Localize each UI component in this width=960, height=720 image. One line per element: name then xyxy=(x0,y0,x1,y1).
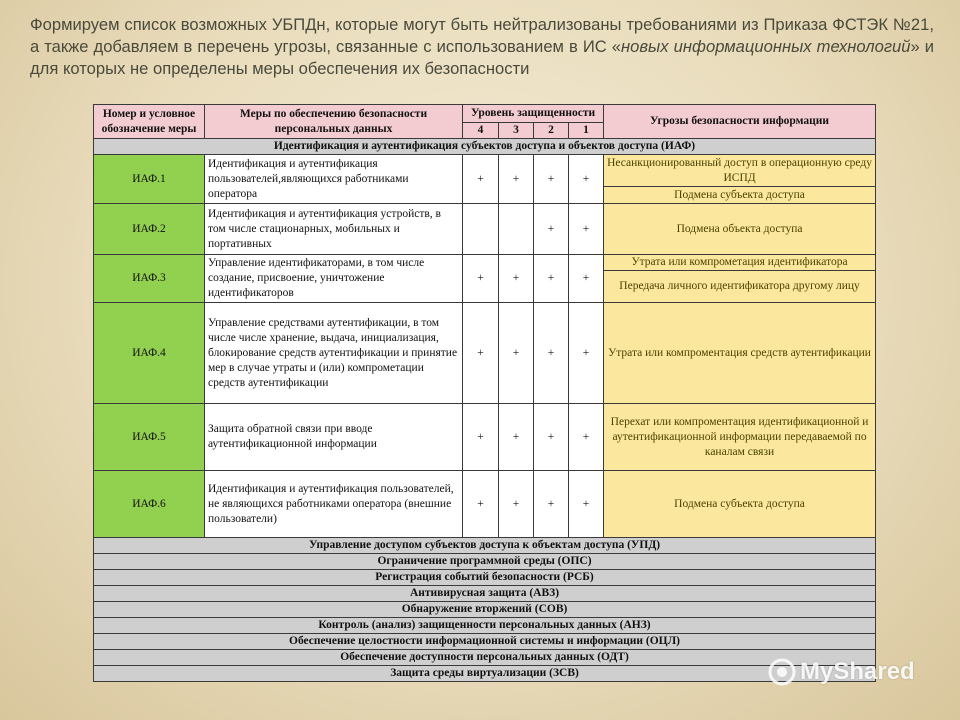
header-threats: Угрозы безопасности информации xyxy=(604,105,876,139)
watermark-text: MyShared xyxy=(800,658,915,685)
threat-cell: Перехат или компроментация идентификационной и аутентификационной информации передаваемой по каналам связи xyxy=(604,404,876,471)
section-iaf: Идентификация и аутентификация субъектов доступа и объектов доступа (ИАФ) xyxy=(94,139,876,155)
table-row xyxy=(94,204,876,255)
mark-level-3: + xyxy=(499,255,534,303)
table-row xyxy=(94,471,876,538)
myshared-watermark xyxy=(768,658,915,686)
section-upd: Управление доступом субъектов доступа к объектам доступа (УПД) xyxy=(94,538,876,554)
mark-level-1: + xyxy=(569,255,604,303)
measure-code: ИАФ.2 xyxy=(94,204,205,255)
mark-level-3: + xyxy=(499,303,534,404)
table-row xyxy=(94,255,876,271)
mark-level-2: + xyxy=(534,255,569,303)
mark-level-2: + xyxy=(534,404,569,471)
section-odt: Обеспечение доступности персональных данных (ОДТ) xyxy=(94,650,876,666)
mark-level-4: + xyxy=(463,404,499,471)
measure-desc: Управление средствами аутентификации, в том числе числе хранение, выдача, инициализация, блокирование средств аутентификации и принятие мер в случае утраты и (или) компрометации средств аутентификации xyxy=(205,303,463,404)
measure-desc: Идентификация и аутентификация пользователей, не являющихся работниками оператора (внешние пользователи) xyxy=(205,471,463,538)
mark-level-1: + xyxy=(569,155,604,204)
measure-code: ИАФ.4 xyxy=(94,303,205,404)
header-level: Уровень защищенности xyxy=(463,105,604,123)
header-code: Номер и условное обозначение меры xyxy=(94,105,205,139)
section-zsv: Защита среды виртуализации (ЗСВ) xyxy=(94,666,876,682)
mark-level-3: + xyxy=(499,471,534,538)
section-avz: Антивирусная защита (АВЗ) xyxy=(94,586,876,602)
mark-level-2: + xyxy=(534,204,569,255)
myshared-logo-icon xyxy=(768,658,796,686)
threat-cell: Подмена субъекта доступа xyxy=(604,471,876,538)
threat-cell: Передача личного идентификатора другому лицу xyxy=(604,271,876,303)
mark-level-2: + xyxy=(534,303,569,404)
mark-level-1: + xyxy=(569,404,604,471)
threat-cell: Несанкционированный доступ в операционную среду ИСПД xyxy=(604,155,876,187)
level-4: 4 xyxy=(463,123,499,139)
section-anz: Контроль (анализ) защищенности персональных данных (АНЗ) xyxy=(94,618,876,634)
mark-level-1: + xyxy=(569,204,604,255)
table-row xyxy=(94,303,876,404)
measure-desc: Управление идентификаторами, в том числе создание, присвоение, уничтожение идентификаторов xyxy=(205,255,463,303)
mark-level-4: + xyxy=(463,155,499,204)
table-row xyxy=(94,404,876,471)
measure-code: ИАФ.5 xyxy=(94,404,205,471)
heading-italic: новых информационных технологий xyxy=(621,37,911,56)
threat-cell: Подмена объекта доступа xyxy=(604,204,876,255)
slide-heading xyxy=(30,14,934,80)
threat-cell: Утрата или компроментация средств аутентификации xyxy=(604,303,876,404)
measure-desc: Защита обратной связи при вводе аутентификационной информации xyxy=(205,404,463,471)
section-rsb: Регистрация событий безопасности (РСБ) xyxy=(94,570,876,586)
mark-level-1: + xyxy=(569,303,604,404)
measure-code: ИАФ.1 xyxy=(94,155,205,204)
header-measures: Меры по обеспечению безопасности персональных данных xyxy=(205,105,463,139)
heading-text-2: » и для которых не определены меры обеспечения их безопасности xyxy=(30,37,934,78)
level-3: 3 xyxy=(499,123,534,139)
section-ocl: Обеспечение целостности информационной системы и информации (ОЦЛ) xyxy=(94,634,876,650)
threat-cell: Подмена субъекта доступа xyxy=(604,187,876,204)
mark-level-4: + xyxy=(463,303,499,404)
measure-code: ИАФ.6 xyxy=(94,471,205,538)
measures-table xyxy=(93,104,876,682)
mark-level-3 xyxy=(499,204,534,255)
mark-level-3: + xyxy=(499,404,534,471)
section-sov: Обнаружение вторжений (СОВ) xyxy=(94,602,876,618)
threat-cell: Утрата или компрометация идентификатора xyxy=(604,255,876,271)
mark-level-4: + xyxy=(463,471,499,538)
mark-level-1: + xyxy=(569,471,604,538)
level-2: 2 xyxy=(534,123,569,139)
measure-desc: Идентификация и аутентификация пользователей,являющихся работниками оператора xyxy=(205,155,463,204)
mark-level-4 xyxy=(463,204,499,255)
heading-text-1: Формируем список возможных УБПДн, которые могут быть нейтрализованы требованиями из Приказа ФСТЭК №21, а также добавляем в перечень угрозы, связанные с использованием в ИС « xyxy=(30,15,934,56)
mark-level-2: + xyxy=(534,471,569,538)
measure-desc: Идентификация и аутентификация устройств, в том числе стационарных, мобильных и портативных xyxy=(205,204,463,255)
table-row xyxy=(94,155,876,187)
section-ops: Ограничение программной среды (ОПС) xyxy=(94,554,876,570)
mark-level-3: + xyxy=(499,155,534,204)
mark-level-4: + xyxy=(463,255,499,303)
mark-level-2: + xyxy=(534,155,569,204)
measure-code: ИАФ.3 xyxy=(94,255,205,303)
level-1: 1 xyxy=(569,123,604,139)
